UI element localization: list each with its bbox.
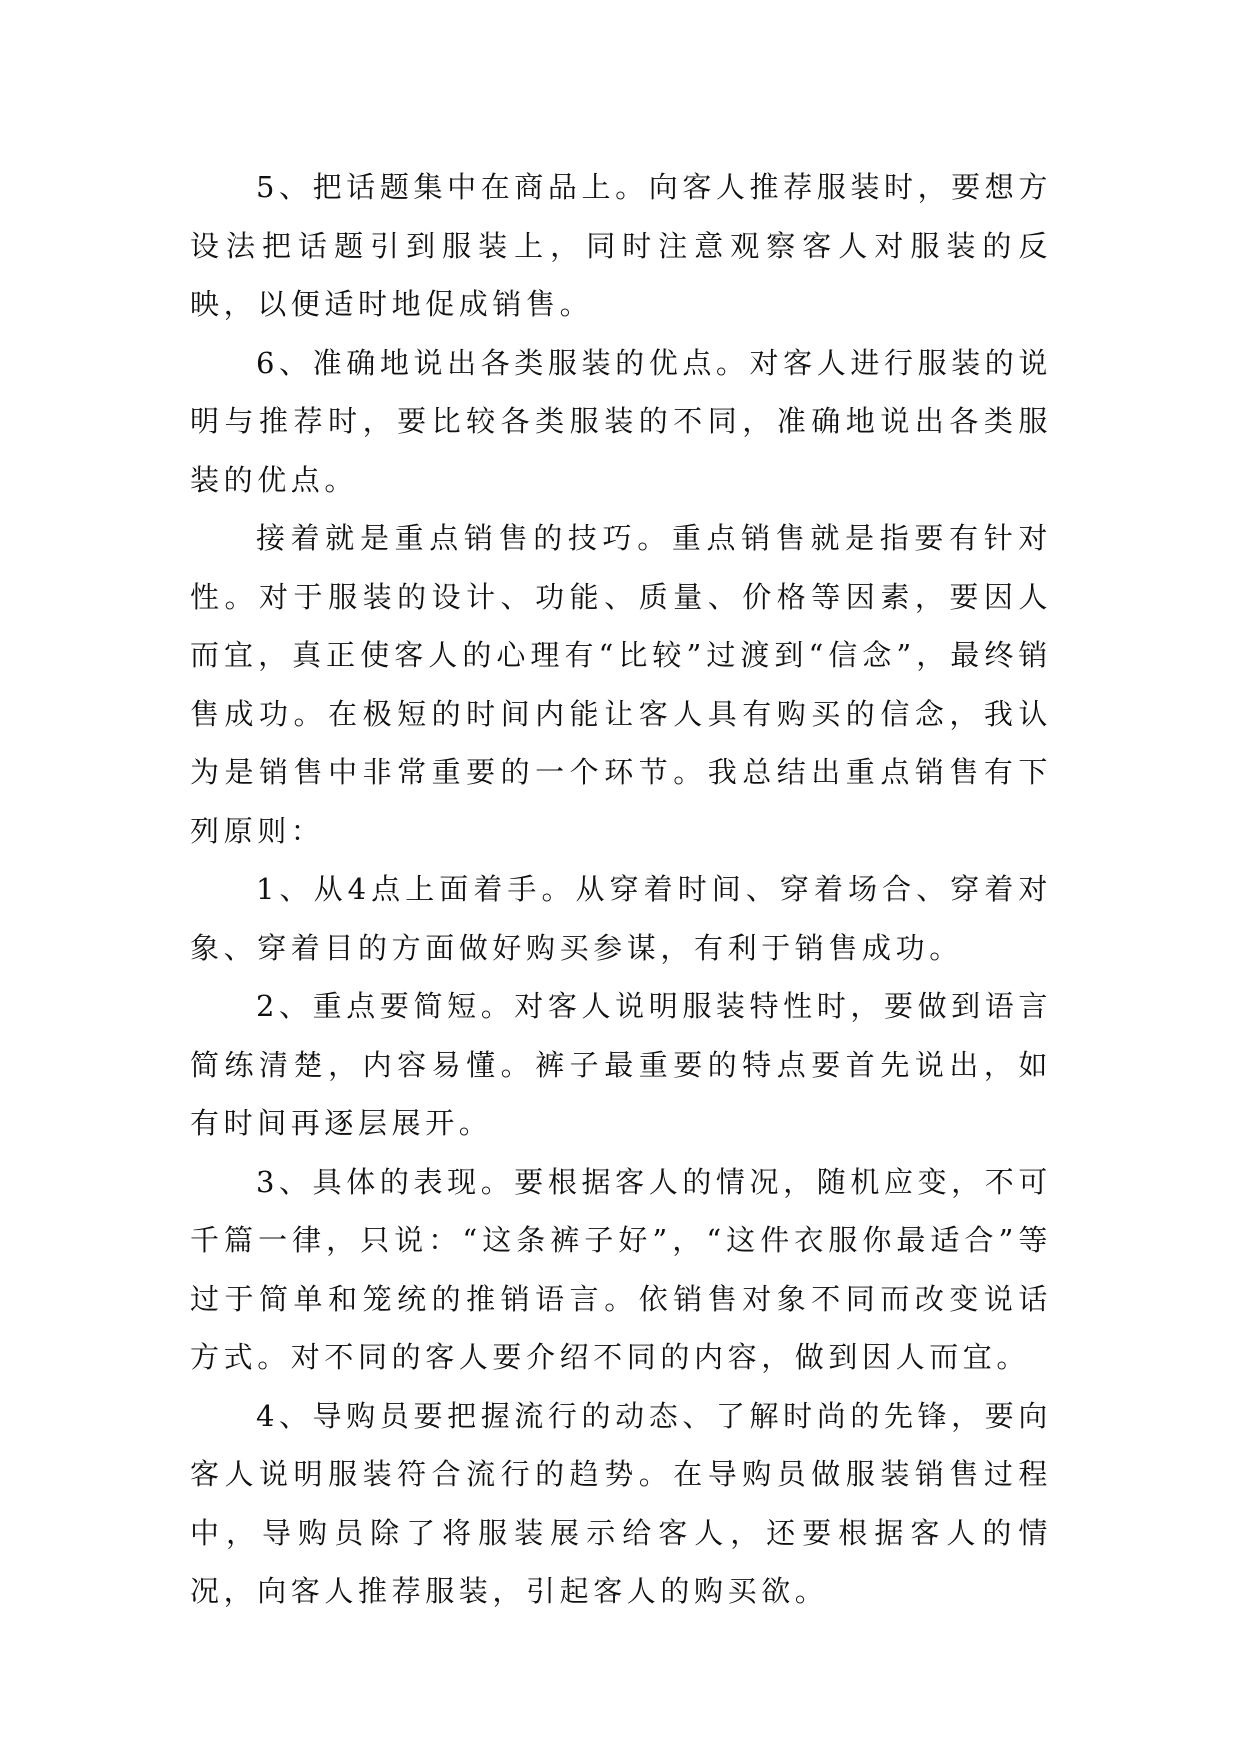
document-body (190, 158, 1052, 1621)
paragraph-6-advantages: 6、准确地说出各类服装的优点。对客人进行服装的说明与推荐时，要比较各类服装的不同，准确地说出各类服装的优点。 (190, 345, 1052, 497)
paragraph-principle-3: 3、具体的表现。要根据客人的情况，随机应变，不可千篇一律，只说：“这条裤子好”，“这件衣服你最适合”等过于简单和笼统的推销语言。依销售对象不同而改变说话方式。对不同的客人要介绍不同的内容，做到因人而宜。 (190, 1164, 1052, 1374)
paragraph-principle-4: 4、导购员要把握流行的动态、了解时尚的先锋，要向客人说明服装符合流行的趋势。在导购员做服装销售过程中，导购员除了将服装展示给客人，还要根据客人的情况，向客人推荐服装，引起客人的购买欲。 (190, 1398, 1052, 1608)
paragraph-5-focus-topic: 5、把话题集中在商品上。向客人推荐服装时，要想方设法把话题引到服装上，同时注意观察客人对服装的反映，以便适时地促成销售。 (190, 170, 1052, 321)
paragraph-key-selling: 接着就是重点销售的技巧。重点销售就是指要有针对性。对于服装的设计、功能、质量、价格等因素，要因人而宜，真正使客人的心理有“比较”过渡到“信念”，最终销售成功。在极短的时间内能让客人具有购买的信念，我认为是销售中非常重要的一个环节。我总结出重点销售有下列原则： (190, 521, 1052, 848)
paragraph-principle-2: 2、重点要简短。对客人说明服装特性时，要做到语言简练清楚，内容易懂。裤子最重要的特点要首先说出，如有时间再逐层展开。 (190, 989, 1052, 1140)
paragraph-principle-1: 1、从4点上面着手。从穿着时间、穿着场合、穿着对象、穿着目的方面做好购买参谋，有利于销售成功。 (190, 872, 1052, 965)
